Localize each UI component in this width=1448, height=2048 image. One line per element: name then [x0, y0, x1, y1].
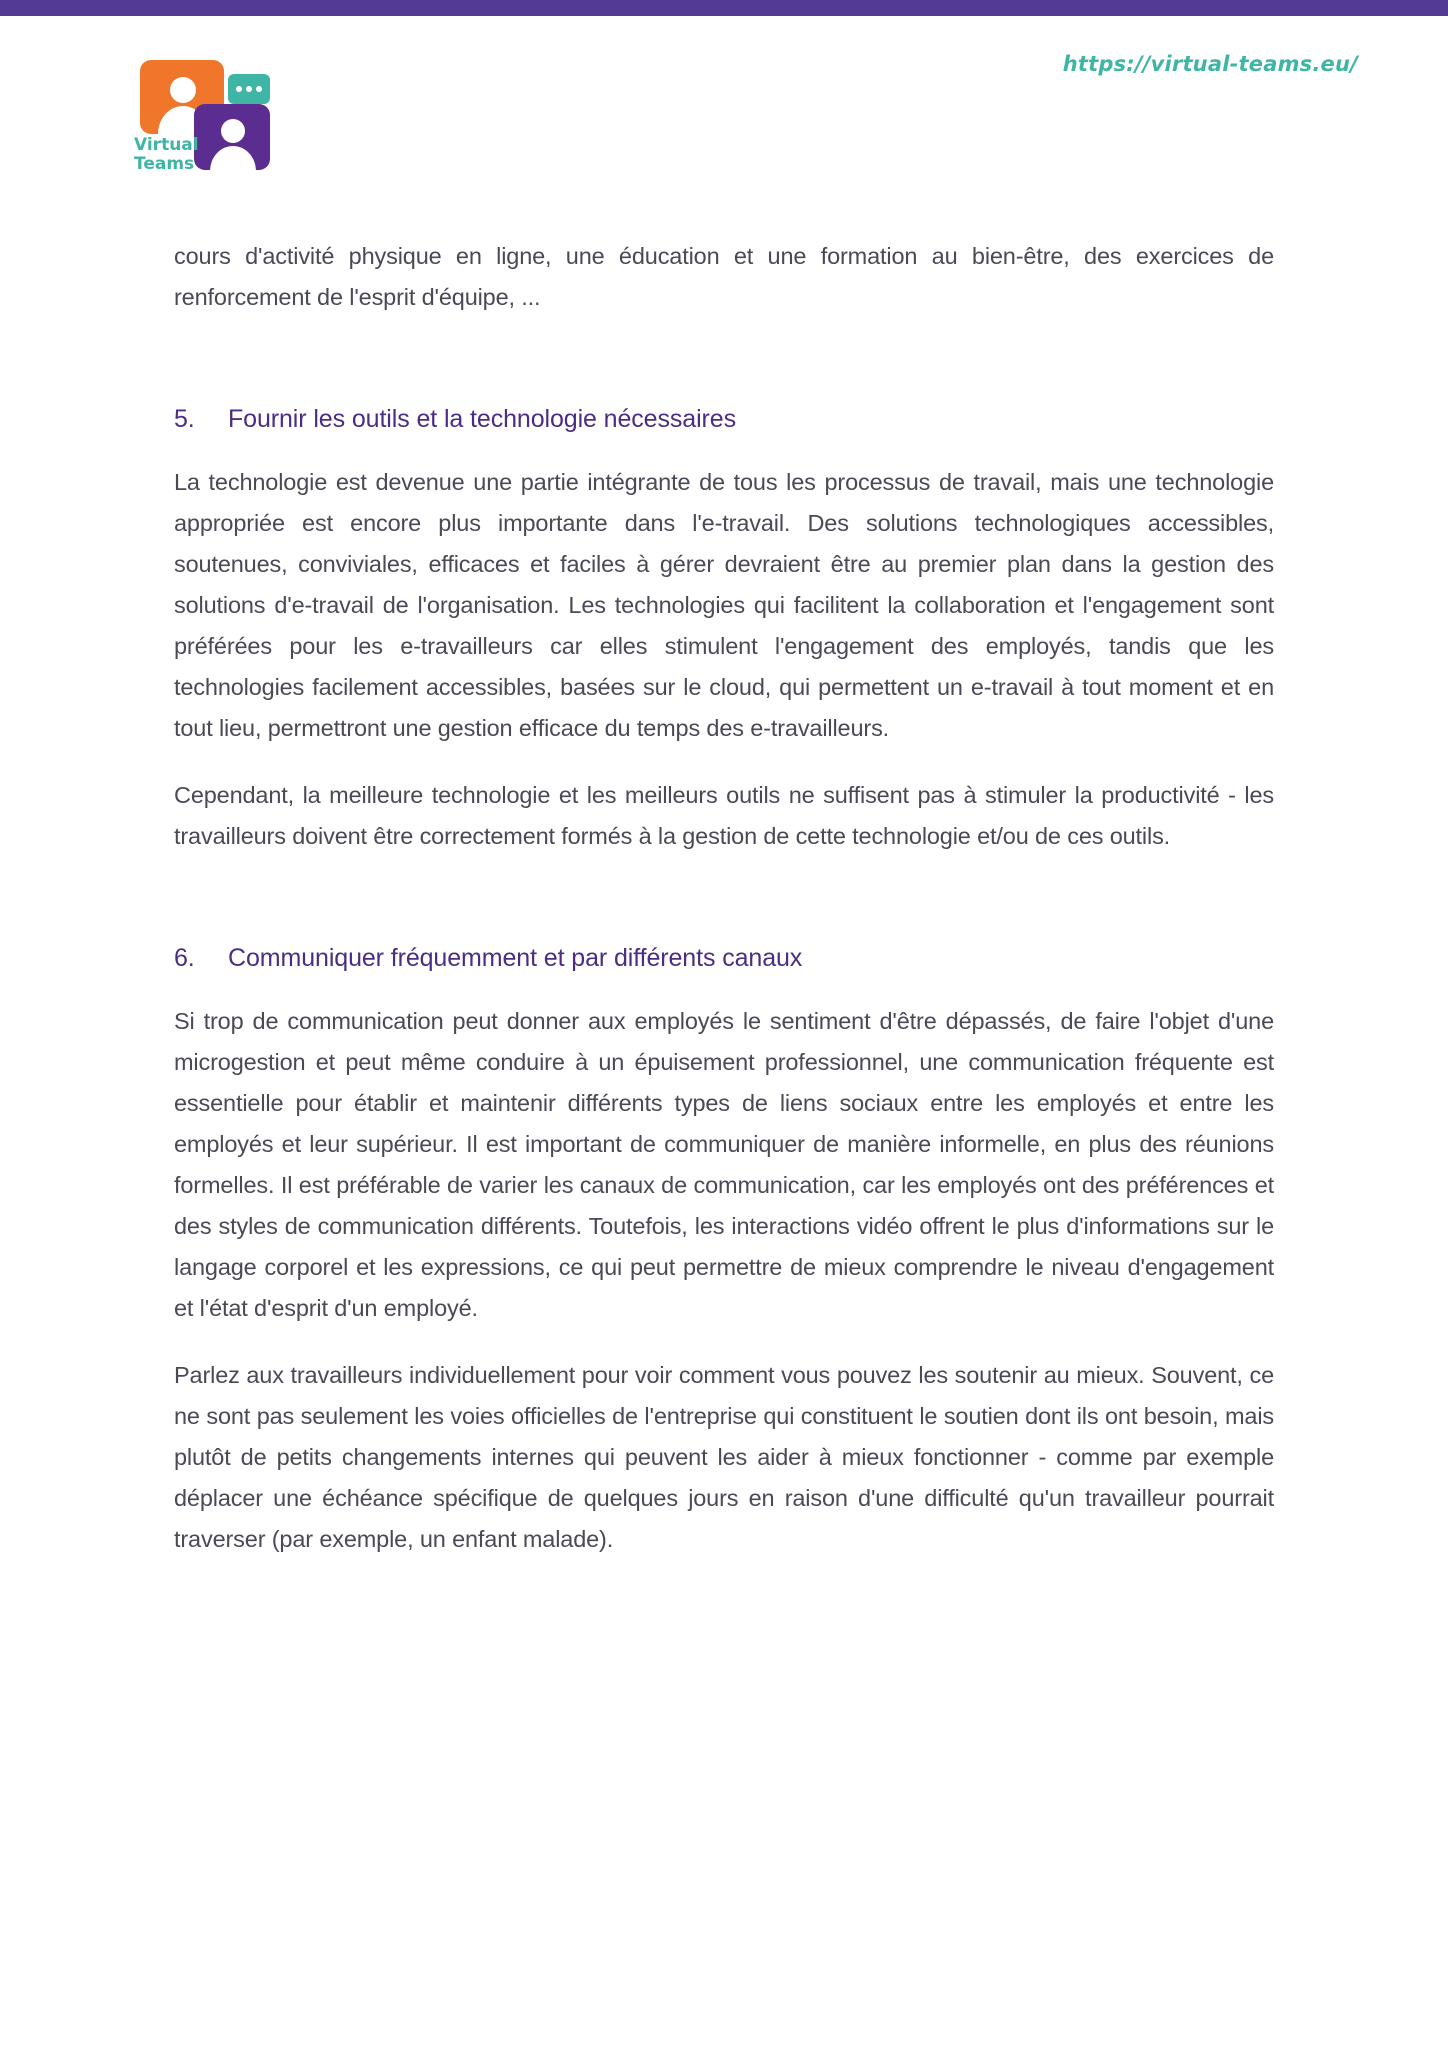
- intro-paragraph: cours d'activité physique en ligne, une éducation et une formation au bien-être, des exercices de renforcement de l'esprit d'équipe, ...: [174, 243, 1274, 310]
- section-heading-6: [174, 941, 1274, 975]
- avatar-body-icon: [210, 146, 256, 170]
- bubble-dot-icon: [256, 86, 262, 92]
- spacer: [174, 749, 1274, 775]
- page-header: [0, 16, 1448, 186]
- document-content: [174, 236, 1274, 1560]
- section-5-paragraph-1: La technologie est devenue une partie intégrante de tous les processus de travail, mais une technologie appropriée est encore plus importante dans l'e-travail. Des solutions technologiques accessibles, soutenues, conviviales, efficaces et faciles à gérer devraient être au premier plan dans la gestion des solutions d'e-travail de l'organisation. Les technologies qui facilitent la collaboration et l'engagement sont préférées pour les e-travailleurs car elles stimulent l'engagement des employés, tandis que les technologies facilement accessibles, basées sur le cloud, qui permettent un e-travail à tout moment et en tout lieu, permettront une gestion efficace du temps des e-travailleurs.: [174, 469, 1274, 741]
- virtual-teams-logo: [134, 60, 284, 176]
- person-tile-purple-icon: [194, 104, 270, 170]
- avatar-head-icon: [170, 77, 196, 103]
- bubble-dot-icon: [246, 86, 252, 92]
- section-6-paragraph-1: Si trop de communication peut donner aux employés le sentiment d'être dépassés, de faire l'objet d'une microgestion et peut même conduire à un épuisement professionnel, une communication fréquente est essentielle pour établir et maintenir différents types de liens sociaux entre les employés et entre les employés et leur supérieur. Il est important de communiquer de manière informelle, en plus des réunions formelles. Il est préférable de varier les canaux de communication, car les employés ont des préférences et des styles de communication différents. Toutefois, les interactions vidéo offrent le plus d'informations sur le langage corporel et les expressions, ce qui peut permettre de mieux comprendre le niveau d'engagement et l'état d'esprit d'un employé.: [174, 1008, 1274, 1321]
- top-accent-bar: [0, 0, 1448, 16]
- logo-word-teams: Teams: [134, 154, 195, 174]
- section-title-6: Communiquer fréquemment et par différents canaux: [228, 944, 803, 972]
- section-6-paragraph-2: Parlez aux travailleurs individuellement pour voir comment vous pouvez les soutenir au mieux. Souvent, ce ne sont pas seulement les voies officielles de l'entreprise qui constituent le soutien dont ils ont besoin, mais plutôt de petits changements internes qui peuvent les aider à mieux fonctionner - comme par exemple déplacer une échéance spécifique de quelques jours en raison d'une difficulté qu'un travailleur pourrait traverser (par exemple, un enfant malade).: [174, 1362, 1274, 1552]
- spacer: [174, 975, 1274, 1001]
- section-number-5: 5.: [174, 405, 195, 433]
- section-title-5: Fournir les outils et la technologie nécessaires: [228, 405, 736, 433]
- logo-wordmark: [134, 136, 199, 174]
- spacer: [174, 436, 1274, 462]
- site-url-link[interactable]: https://virtual-teams.eu/: [1062, 52, 1358, 76]
- section-heading-5: [174, 402, 1274, 436]
- spacer: [174, 857, 1274, 941]
- bubble-dot-icon: [236, 86, 242, 92]
- avatar-head-icon: [221, 119, 245, 143]
- section-5-paragraph-2: Cependant, la meilleure technologie et les meilleurs outils ne suffisent pas à stimuler la productivité - les travailleurs doivent être correctement formés à la gestion de cette technologie et/ou de ces outils.: [174, 782, 1274, 849]
- spacer: [174, 1329, 1274, 1355]
- logo-word-virtual: Virtual: [134, 135, 199, 155]
- chat-bubble-icon: [228, 74, 270, 104]
- section-number-6: 6.: [174, 944, 195, 972]
- spacer: [174, 318, 1274, 402]
